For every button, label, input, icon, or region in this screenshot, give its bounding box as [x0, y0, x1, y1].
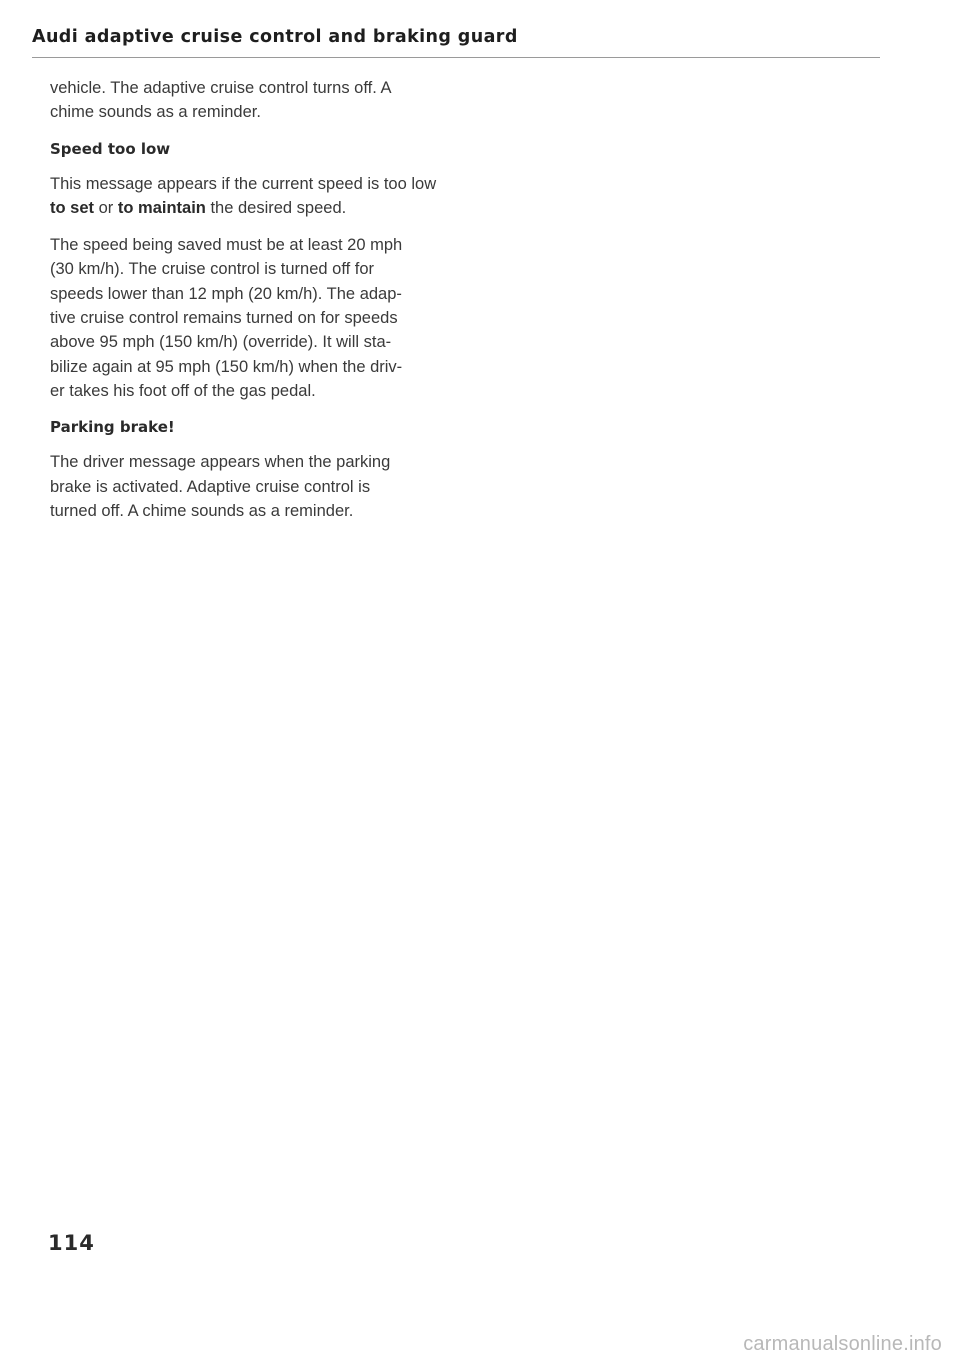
- text-line: tive cruise control remains turned on for speeds: [50, 309, 398, 328]
- text-line: speeds lower than 12 mph (20 km/h). The adap-: [50, 284, 402, 303]
- intro-line-1: vehicle. The adaptive cruise control turns off. A: [50, 79, 392, 97]
- text-line: er takes his foot off of the gas pedal.: [50, 381, 316, 400]
- intro-paragraph: [50, 76, 450, 125]
- text-line: turned off. A chime sounds as a reminder.: [50, 501, 354, 520]
- text-line: The driver message appears when the parking: [50, 453, 391, 472]
- speed-too-low-paragraph-1: [50, 172, 450, 221]
- bold-term-to-set: to set: [50, 198, 95, 217]
- text-line: bilize again at 95 mph (150 km/h) when the driv-: [50, 357, 403, 376]
- running-header: [32, 26, 880, 58]
- text-line: brake is activated. Adaptive cruise control is: [50, 477, 371, 496]
- speed-too-low-heading: Speed too low: [50, 139, 171, 158]
- text-line: The speed being saved must be at least 20 mph: [50, 236, 403, 255]
- text-line: (30 km/h). The cruise control is turned off for: [50, 260, 375, 279]
- watermark: carmanualsonline.info: [743, 1333, 942, 1355]
- text-run: This message appears if the current speed is too low: [50, 174, 437, 193]
- text-line: above 95 mph (150 km/h) (override). It will sta-: [50, 333, 392, 352]
- text-run: or: [94, 198, 118, 217]
- text-run: the desired speed.: [205, 198, 347, 217]
- bold-term-to-maintain: to maintain: [117, 198, 206, 217]
- page-number: 114: [48, 1231, 95, 1255]
- parking-brake-heading: Parking brake!: [50, 418, 175, 437]
- intro-line-2: chime sounds as a reminder.: [50, 103, 261, 122]
- parking-brake-paragraph: [50, 450, 450, 523]
- section-title: Audi adaptive cruise control and braking guard: [32, 27, 518, 47]
- speed-too-low-paragraph-2: [50, 233, 450, 403]
- page-body: [50, 76, 450, 536]
